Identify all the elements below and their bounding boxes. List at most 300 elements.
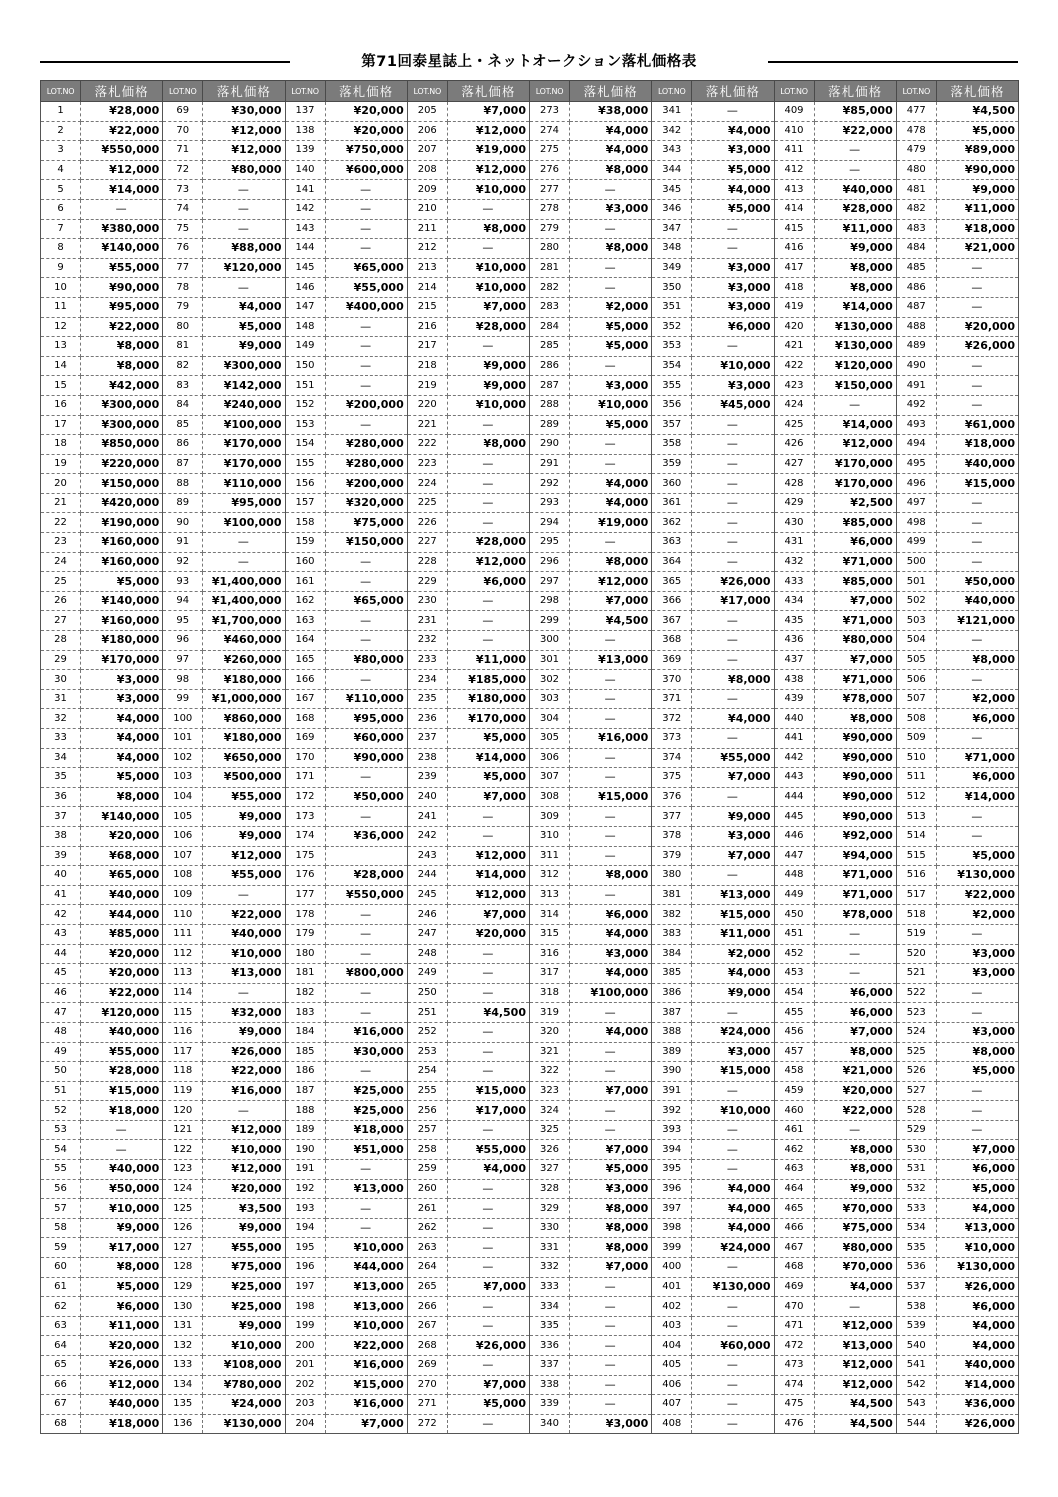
lot-number: 253 bbox=[407, 1042, 447, 1062]
lot-number: 305 bbox=[530, 729, 570, 749]
lot-number: 80 bbox=[163, 317, 203, 337]
lot-number: 199 bbox=[285, 1316, 325, 1336]
winning-price: ¥13,000 bbox=[203, 964, 285, 984]
table-row bbox=[41, 415, 1019, 435]
winning-price: ¥90,000 bbox=[814, 748, 896, 768]
lot-number: 167 bbox=[285, 689, 325, 709]
lot-number: 1 bbox=[41, 102, 81, 122]
lot-number: 544 bbox=[896, 1414, 936, 1434]
winning-price: ¥750,000 bbox=[325, 141, 407, 161]
lot-number: 381 bbox=[652, 885, 692, 905]
lot-number: 233 bbox=[407, 650, 447, 670]
table-row bbox=[41, 1062, 1019, 1082]
lot-number: 179 bbox=[285, 924, 325, 944]
winning-price: — bbox=[447, 611, 529, 631]
lot-number: 375 bbox=[652, 768, 692, 788]
winning-price: ¥15,000 bbox=[325, 1375, 407, 1395]
winning-price: — bbox=[570, 356, 652, 376]
price-header: 落札価格 bbox=[570, 81, 652, 102]
lot-number: 223 bbox=[407, 454, 447, 474]
winning-price: — bbox=[447, 1042, 529, 1062]
lot-number: 260 bbox=[407, 1179, 447, 1199]
lot-number: 485 bbox=[896, 258, 936, 278]
lot-number: 323 bbox=[530, 1081, 570, 1101]
lot-number: 92 bbox=[163, 552, 203, 572]
lot-number: 187 bbox=[285, 1081, 325, 1101]
lot-number: 52 bbox=[41, 1101, 81, 1121]
lot-number: 151 bbox=[285, 376, 325, 396]
lot-number: 148 bbox=[285, 317, 325, 337]
lot-number: 269 bbox=[407, 1356, 447, 1376]
lot-number: 282 bbox=[530, 278, 570, 298]
lot-number: 464 bbox=[774, 1179, 814, 1199]
winning-price: ¥9,000 bbox=[692, 807, 774, 827]
lot-number: 48 bbox=[41, 1022, 81, 1042]
table-row bbox=[41, 1277, 1019, 1297]
lot-number: 449 bbox=[774, 885, 814, 905]
lot-number: 312 bbox=[530, 866, 570, 886]
winning-price: — bbox=[203, 533, 285, 553]
winning-price: ¥28,000 bbox=[447, 317, 529, 337]
winning-price: ¥2,500 bbox=[814, 493, 896, 513]
lot-number: 259 bbox=[407, 1160, 447, 1180]
lot-number: 43 bbox=[41, 924, 81, 944]
winning-price: ¥6,000 bbox=[936, 1160, 1018, 1180]
winning-price: — bbox=[570, 180, 652, 200]
winning-price: — bbox=[936, 278, 1018, 298]
lot-number: 219 bbox=[407, 376, 447, 396]
lot-number: 271 bbox=[407, 1395, 447, 1415]
lot-number: 529 bbox=[896, 1120, 936, 1140]
lot-number: 365 bbox=[652, 572, 692, 592]
winning-price: — bbox=[692, 513, 774, 533]
winning-price: ¥26,000 bbox=[692, 572, 774, 592]
lot-number: 31 bbox=[41, 689, 81, 709]
lot-number: 283 bbox=[530, 297, 570, 317]
winning-price: ¥3,000 bbox=[570, 944, 652, 964]
winning-price: ¥7,000 bbox=[936, 1140, 1018, 1160]
lot-number: 21 bbox=[41, 493, 81, 513]
table-row bbox=[41, 376, 1019, 396]
lot-number: 12 bbox=[41, 317, 81, 337]
lot-number: 235 bbox=[407, 689, 447, 709]
lot-number: 232 bbox=[407, 631, 447, 651]
lot-number: 112 bbox=[163, 944, 203, 964]
lot-number: 418 bbox=[774, 278, 814, 298]
lot-number: 406 bbox=[652, 1375, 692, 1395]
winning-price: ¥2,000 bbox=[692, 944, 774, 964]
winning-price: — bbox=[447, 1316, 529, 1336]
winning-price: — bbox=[447, 944, 529, 964]
winning-price: ¥75,000 bbox=[325, 513, 407, 533]
lot-number: 79 bbox=[163, 297, 203, 317]
lot-number: 468 bbox=[774, 1258, 814, 1278]
lot-number: 29 bbox=[41, 650, 81, 670]
winning-price: ¥8,000 bbox=[570, 1199, 652, 1219]
lot-number: 504 bbox=[896, 631, 936, 651]
winning-price: ¥44,000 bbox=[81, 905, 163, 925]
winning-price: ¥4,500 bbox=[814, 1414, 896, 1434]
winning-price: — bbox=[692, 1356, 774, 1376]
lot-number: 36 bbox=[41, 787, 81, 807]
winning-price: ¥4,000 bbox=[81, 748, 163, 768]
winning-price: — bbox=[692, 435, 774, 455]
winning-price: ¥20,000 bbox=[81, 944, 163, 964]
lot-number: 539 bbox=[896, 1316, 936, 1336]
winning-price: ¥90,000 bbox=[936, 160, 1018, 180]
lot-number: 470 bbox=[774, 1297, 814, 1317]
winning-price: ¥7,000 bbox=[814, 650, 896, 670]
lot-number: 446 bbox=[774, 826, 814, 846]
lot-number: 215 bbox=[407, 297, 447, 317]
lot-number: 184 bbox=[285, 1022, 325, 1042]
winning-price: ¥130,000 bbox=[936, 866, 1018, 886]
lot-number: 509 bbox=[896, 729, 936, 749]
winning-price: ¥20,000 bbox=[81, 1336, 163, 1356]
winning-price: ¥10,000 bbox=[203, 1140, 285, 1160]
winning-price: — bbox=[692, 1316, 774, 1336]
winning-price: — bbox=[325, 180, 407, 200]
lot-number: 409 bbox=[774, 102, 814, 122]
winning-price: — bbox=[814, 1120, 896, 1140]
lot-number: 382 bbox=[652, 905, 692, 925]
winning-price: ¥180,000 bbox=[81, 631, 163, 651]
lot-number: 321 bbox=[530, 1042, 570, 1062]
lot-number: 140 bbox=[285, 160, 325, 180]
winning-price: ¥2,000 bbox=[936, 689, 1018, 709]
lot-number: 25 bbox=[41, 572, 81, 592]
winning-price: — bbox=[692, 866, 774, 886]
lot-number: 171 bbox=[285, 768, 325, 788]
table-row bbox=[41, 1316, 1019, 1336]
winning-price: ¥20,000 bbox=[81, 964, 163, 984]
price-header: 落札価格 bbox=[81, 81, 163, 102]
lot-number: 22 bbox=[41, 513, 81, 533]
lot-number: 174 bbox=[285, 826, 325, 846]
lot-number: 447 bbox=[774, 846, 814, 866]
winning-price: — bbox=[692, 1258, 774, 1278]
winning-price: ¥20,000 bbox=[814, 1081, 896, 1101]
winning-price: ¥80,000 bbox=[814, 1238, 896, 1258]
lot-number: 362 bbox=[652, 513, 692, 533]
table-row bbox=[41, 141, 1019, 161]
winning-price: — bbox=[936, 1101, 1018, 1121]
lot-number: 189 bbox=[285, 1120, 325, 1140]
lot-number: 454 bbox=[774, 983, 814, 1003]
lot-number: 303 bbox=[530, 689, 570, 709]
winning-price: — bbox=[936, 493, 1018, 513]
winning-price: ¥24,000 bbox=[692, 1022, 774, 1042]
lot-number: 383 bbox=[652, 924, 692, 944]
winning-price: — bbox=[325, 1199, 407, 1219]
lot-number: 244 bbox=[407, 866, 447, 886]
lot-number: 229 bbox=[407, 572, 447, 592]
winning-price: ¥160,000 bbox=[81, 552, 163, 572]
lot-number: 301 bbox=[530, 650, 570, 670]
table-row bbox=[41, 1199, 1019, 1219]
lot-number: 334 bbox=[530, 1297, 570, 1317]
lot-number: 201 bbox=[285, 1356, 325, 1376]
winning-price: ¥26,000 bbox=[936, 1277, 1018, 1297]
lot-number: 121 bbox=[163, 1120, 203, 1140]
winning-price: — bbox=[692, 1081, 774, 1101]
lot-number: 113 bbox=[163, 964, 203, 984]
lot-number: 39 bbox=[41, 846, 81, 866]
price-table-body bbox=[41, 102, 1019, 1434]
winning-price: ¥10,000 bbox=[203, 1336, 285, 1356]
lot-number: 501 bbox=[896, 572, 936, 592]
winning-price: ¥89,000 bbox=[936, 141, 1018, 161]
lot-number: 294 bbox=[530, 513, 570, 533]
winning-price: ¥11,000 bbox=[447, 650, 529, 670]
lot-number: 366 bbox=[652, 591, 692, 611]
winning-price: ¥8,000 bbox=[936, 1042, 1018, 1062]
lot-number: 328 bbox=[530, 1179, 570, 1199]
table-row bbox=[41, 689, 1019, 709]
winning-price: — bbox=[692, 533, 774, 553]
lot-number: 227 bbox=[407, 533, 447, 553]
lot-number: 42 bbox=[41, 905, 81, 925]
table-row bbox=[41, 180, 1019, 200]
winning-price: — bbox=[203, 199, 285, 219]
lot-number: 70 bbox=[163, 121, 203, 141]
lot-number: 128 bbox=[163, 1258, 203, 1278]
lot-number: 407 bbox=[652, 1395, 692, 1415]
lot-number: 203 bbox=[285, 1395, 325, 1415]
winning-price: ¥2,000 bbox=[936, 905, 1018, 925]
winning-price: ¥4,000 bbox=[570, 1022, 652, 1042]
lot-number: 247 bbox=[407, 924, 447, 944]
lot-number: 483 bbox=[896, 219, 936, 239]
lot-number: 114 bbox=[163, 983, 203, 1003]
lot-number: 322 bbox=[530, 1062, 570, 1082]
winning-price: ¥12,000 bbox=[447, 846, 529, 866]
winning-price: — bbox=[447, 631, 529, 651]
lot-number: 486 bbox=[896, 278, 936, 298]
winning-price: ¥12,000 bbox=[203, 846, 285, 866]
winning-price: ¥4,000 bbox=[814, 1277, 896, 1297]
lot-number: 537 bbox=[896, 1277, 936, 1297]
winning-price: ¥80,000 bbox=[325, 650, 407, 670]
winning-price: ¥6,000 bbox=[814, 983, 896, 1003]
table-row bbox=[41, 278, 1019, 298]
table-row bbox=[41, 670, 1019, 690]
lot-number: 471 bbox=[774, 1316, 814, 1336]
lot-number: 38 bbox=[41, 826, 81, 846]
lot-number: 304 bbox=[530, 709, 570, 729]
winning-price: ¥55,000 bbox=[203, 866, 285, 886]
lot-number: 354 bbox=[652, 356, 692, 376]
winning-price: ¥95,000 bbox=[325, 709, 407, 729]
table-row bbox=[41, 493, 1019, 513]
lot-number: 473 bbox=[774, 1356, 814, 1376]
price-header: 落札価格 bbox=[936, 81, 1018, 102]
winning-price: ¥5,000 bbox=[692, 160, 774, 180]
winning-price: — bbox=[692, 474, 774, 494]
lot-number: 225 bbox=[407, 493, 447, 513]
table-row bbox=[41, 1218, 1019, 1238]
winning-price: — bbox=[325, 199, 407, 219]
winning-price: ¥550,000 bbox=[81, 141, 163, 161]
winning-price: ¥320,000 bbox=[325, 493, 407, 513]
winning-price: ¥3,000 bbox=[692, 376, 774, 396]
winning-price: ¥170,000 bbox=[447, 709, 529, 729]
winning-price: ¥300,000 bbox=[81, 415, 163, 435]
winning-price: ¥460,000 bbox=[203, 631, 285, 651]
lot-number: 198 bbox=[285, 1297, 325, 1317]
winning-price: ¥200,000 bbox=[325, 474, 407, 494]
winning-price: ¥3,000 bbox=[692, 258, 774, 278]
winning-price: ¥12,000 bbox=[814, 1375, 896, 1395]
winning-price: ¥10,000 bbox=[447, 395, 529, 415]
lot-number: 40 bbox=[41, 866, 81, 886]
lot-number: 127 bbox=[163, 1238, 203, 1258]
winning-price: — bbox=[81, 1140, 163, 1160]
lot-number: 512 bbox=[896, 787, 936, 807]
lot-no-header: LOT.NO bbox=[652, 81, 692, 102]
winning-price: ¥5,000 bbox=[203, 317, 285, 337]
winning-price: ¥2,000 bbox=[570, 297, 652, 317]
price-header: 落札価格 bbox=[325, 81, 407, 102]
lot-number: 138 bbox=[285, 121, 325, 141]
table-row bbox=[41, 905, 1019, 925]
winning-price: — bbox=[692, 239, 774, 259]
lot-number: 143 bbox=[285, 219, 325, 239]
winning-price: ¥4,000 bbox=[81, 709, 163, 729]
lot-number: 161 bbox=[285, 572, 325, 592]
lot-number: 373 bbox=[652, 729, 692, 749]
winning-price: ¥300,000 bbox=[81, 395, 163, 415]
winning-price: ¥3,000 bbox=[936, 1022, 1018, 1042]
lot-number: 336 bbox=[530, 1336, 570, 1356]
lot-number: 190 bbox=[285, 1140, 325, 1160]
winning-price: ¥94,000 bbox=[814, 846, 896, 866]
lot-number: 145 bbox=[285, 258, 325, 278]
lot-number: 444 bbox=[774, 787, 814, 807]
winning-price: — bbox=[325, 239, 407, 259]
winning-price: — bbox=[936, 670, 1018, 690]
lot-number: 177 bbox=[285, 885, 325, 905]
winning-price: — bbox=[570, 258, 652, 278]
lot-number: 525 bbox=[896, 1042, 936, 1062]
lot-number: 270 bbox=[407, 1375, 447, 1395]
lot-number: 57 bbox=[41, 1199, 81, 1219]
lot-number: 310 bbox=[530, 826, 570, 846]
lot-number: 163 bbox=[285, 611, 325, 631]
lot-number: 178 bbox=[285, 905, 325, 925]
winning-price: — bbox=[325, 631, 407, 651]
lot-number: 266 bbox=[407, 1297, 447, 1317]
table-row bbox=[41, 1258, 1019, 1278]
lot-number: 231 bbox=[407, 611, 447, 631]
table-row bbox=[41, 729, 1019, 749]
winning-price: ¥10,000 bbox=[203, 944, 285, 964]
winning-price: ¥40,000 bbox=[936, 1356, 1018, 1376]
winning-price: ¥160,000 bbox=[81, 533, 163, 553]
winning-price: ¥36,000 bbox=[936, 1395, 1018, 1415]
winning-price: — bbox=[814, 924, 896, 944]
lot-number: 169 bbox=[285, 729, 325, 749]
winning-price: ¥4,000 bbox=[570, 493, 652, 513]
winning-price: ¥100,000 bbox=[203, 513, 285, 533]
lot-number: 443 bbox=[774, 768, 814, 788]
lot-number: 129 bbox=[163, 1277, 203, 1297]
winning-price: ¥185,000 bbox=[447, 670, 529, 690]
winning-price: — bbox=[447, 826, 529, 846]
lot-number: 35 bbox=[41, 768, 81, 788]
lot-number: 71 bbox=[163, 141, 203, 161]
lot-number: 192 bbox=[285, 1179, 325, 1199]
lot-number: 517 bbox=[896, 885, 936, 905]
table-row bbox=[41, 631, 1019, 651]
lot-number: 514 bbox=[896, 826, 936, 846]
lot-number: 325 bbox=[530, 1120, 570, 1140]
winning-price: ¥4,000 bbox=[692, 1179, 774, 1199]
winning-price: ¥78,000 bbox=[814, 905, 896, 925]
lot-number: 340 bbox=[530, 1414, 570, 1434]
lot-number: 398 bbox=[652, 1218, 692, 1238]
winning-price: ¥7,000 bbox=[447, 1375, 529, 1395]
lot-number: 135 bbox=[163, 1395, 203, 1415]
lot-number: 261 bbox=[407, 1199, 447, 1219]
winning-price: ¥11,000 bbox=[814, 219, 896, 239]
winning-price: — bbox=[570, 631, 652, 651]
winning-price: ¥860,000 bbox=[203, 709, 285, 729]
winning-price: ¥4,000 bbox=[692, 180, 774, 200]
winning-price: — bbox=[203, 278, 285, 298]
winning-price: ¥65,000 bbox=[81, 866, 163, 886]
lot-number: 207 bbox=[407, 141, 447, 161]
winning-price: ¥260,000 bbox=[203, 650, 285, 670]
lot-number: 238 bbox=[407, 748, 447, 768]
lot-number: 462 bbox=[774, 1140, 814, 1160]
lot-number: 493 bbox=[896, 415, 936, 435]
table-row bbox=[41, 513, 1019, 533]
lot-number: 458 bbox=[774, 1062, 814, 1082]
winning-price: ¥16,000 bbox=[570, 729, 652, 749]
winning-price: ¥71,000 bbox=[814, 885, 896, 905]
winning-price: ¥8,000 bbox=[570, 1238, 652, 1258]
lot-number: 491 bbox=[896, 376, 936, 396]
lot-number: 533 bbox=[896, 1199, 936, 1219]
lot-number: 110 bbox=[163, 905, 203, 925]
lot-number: 97 bbox=[163, 650, 203, 670]
lot-number: 415 bbox=[774, 219, 814, 239]
lot-number: 347 bbox=[652, 219, 692, 239]
lot-number: 265 bbox=[407, 1277, 447, 1297]
winning-price: — bbox=[692, 689, 774, 709]
winning-price: ¥25,000 bbox=[325, 1081, 407, 1101]
lot-number: 264 bbox=[407, 1258, 447, 1278]
winning-price: ¥65,000 bbox=[325, 591, 407, 611]
winning-price: ¥7,000 bbox=[570, 1140, 652, 1160]
winning-price: ¥140,000 bbox=[81, 239, 163, 259]
lot-number: 41 bbox=[41, 885, 81, 905]
winning-price: ¥22,000 bbox=[814, 1101, 896, 1121]
lot-number: 18 bbox=[41, 435, 81, 455]
winning-price: ¥3,000 bbox=[692, 278, 774, 298]
lot-number: 46 bbox=[41, 983, 81, 1003]
winning-price: ¥61,000 bbox=[936, 415, 1018, 435]
winning-price: ¥4,000 bbox=[203, 297, 285, 317]
winning-price: ¥10,000 bbox=[325, 1316, 407, 1336]
lot-number: 445 bbox=[774, 807, 814, 827]
winning-price: ¥110,000 bbox=[203, 474, 285, 494]
winning-price: ¥110,000 bbox=[325, 689, 407, 709]
table-row bbox=[41, 1022, 1019, 1042]
winning-price: ¥12,000 bbox=[814, 435, 896, 455]
lot-number: 372 bbox=[652, 709, 692, 729]
